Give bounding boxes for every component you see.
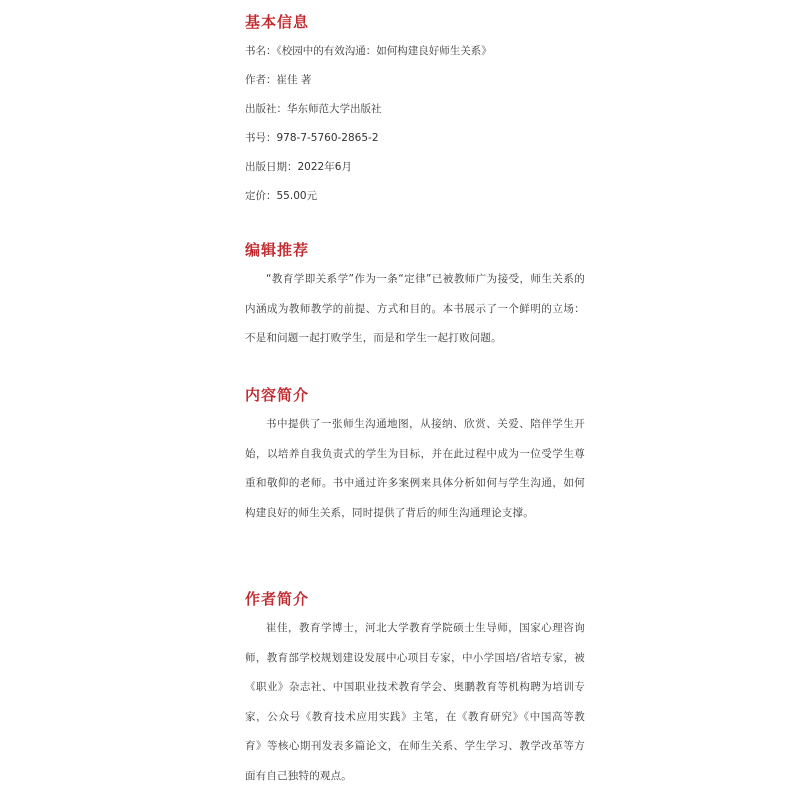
isbn-line: 书号：978-7-5760-2865-2 bbox=[245, 132, 379, 144]
editor-recommendation-text: “教育学即关系学”作为一条“定律”已被教师广为接受，师生关系的内涵成为教师教学的前提、方式和目的。本书展示了一个鲜明的立场：不是和问题一起打败学生，而是和学生一起打败问题。 bbox=[245, 273, 585, 344]
basic-info-heading: 基本信息 bbox=[245, 13, 310, 31]
content-intro-text: 书中提供了一张师生沟通地图，从接纳、欣赏、关爱、陪伴学生开始，以培养自我负责式的学生为目标，并在此过程中成为一位受学生尊重和敬仰的老师。书中通过许多案例来具体分析如何与学生沟通，如何构建良好的师生关系，同时提供了背后的师生沟通理论支撑。 bbox=[245, 418, 585, 519]
author-intro-heading: 作者简介 bbox=[245, 590, 310, 608]
pub-date-line: 出版日期：2022年6月 bbox=[245, 161, 352, 173]
price-line: 定价：55.00元 bbox=[245, 190, 318, 202]
editor-recommendation-heading: 编辑推荐 bbox=[245, 241, 310, 259]
publisher-line: 出版社：华东师范大学出版社 bbox=[245, 103, 382, 115]
content-intro-section bbox=[245, 383, 585, 528]
basic-info-section bbox=[245, 10, 585, 211]
book-name-line: 书名：《校园中的有效沟通：如何构建良好师生关系》 bbox=[245, 45, 492, 57]
editor-recommendation-section bbox=[245, 238, 585, 354]
author-intro-text: 崔佳，教育学博士，河北大学教育学院硕士生导师，国家心理咨询师，教育部学校规划建设发展中心项目专家，中小学国培/省培专家，被《职业》杂志社、中国职业技术教育学会、奥鹏教育等机构聘为培训专家，公众号《教育技术应用实践》主笔，在《教育研究》《中国高等教育》等核心期刊发表多篇论文，在师生关系、学生学习、教学改革等方面有自己独特的观点。 bbox=[245, 622, 585, 782]
content-intro-heading: 内容简介 bbox=[245, 386, 310, 404]
author-intro-section bbox=[245, 587, 585, 791]
author-line: 作者：崔佳 著 bbox=[245, 74, 312, 86]
